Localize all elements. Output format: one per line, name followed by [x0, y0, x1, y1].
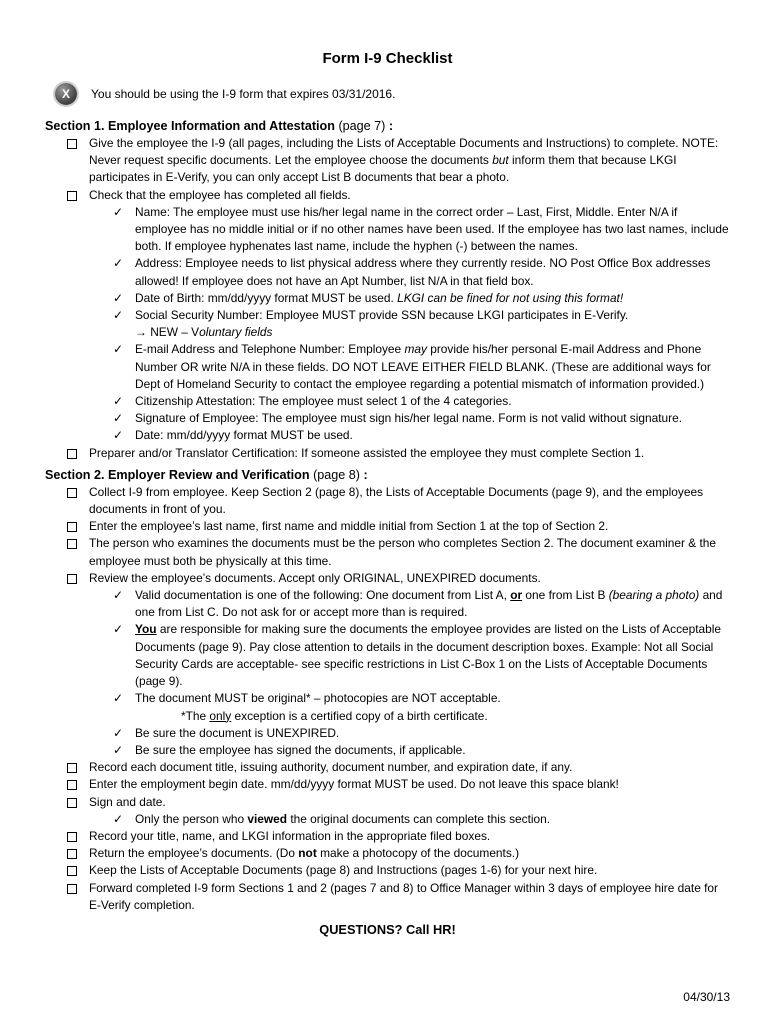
check-item: ✓ Be sure the document is UNEXPIRED.: [113, 725, 730, 742]
checkbox-icon: [67, 488, 77, 498]
list-item: Give the employee the I-9 (all pages, including the Lists of Acceptable Documents and Instructions) to complete. NOTE: Never request specific documents. Let the employee choose the documents but inform them that because LKGI participates in E-Verify, you can only accept List B documents that bear a photo.: [67, 135, 730, 187]
list-item: Record each document title, issuing authority, document number, and expiration date, if any.: [67, 759, 730, 776]
checkbox-icon: [67, 139, 77, 149]
checkbox-icon: [67, 522, 77, 532]
checkmark-icon: ✓: [113, 742, 124, 757]
section2-list-2: [45, 759, 730, 811]
check-item: ✓ Signature of Employee: The employee must sign his/her legal name. Form is not valid without signature.: [113, 410, 730, 427]
checkmark-icon: ✓: [113, 725, 124, 740]
section2-list-3: [45, 828, 730, 914]
section1-list-end: [45, 445, 730, 462]
checkmark-icon: ✓: [113, 204, 124, 219]
check-item: ✓ Valid documentation is one of the following: One document from List A, or one from List B (bearing a photo) and one from List C. Do not ask for or accept more than is required.: [113, 588, 723, 620]
section1-list: [45, 135, 730, 204]
notice-text: You should be using the I-9 form that expires 03/31/2016.: [91, 87, 396, 101]
section1-heading: Section 1. Employee Information and Attestation (page 7) :: [45, 119, 394, 133]
footer-date: 04/30/13: [683, 990, 730, 1004]
list-item: Keep the Lists of Acceptable Documents (page 8) and Instructions (pages 1-6) for your next hire.: [67, 862, 730, 879]
checkmark-icon: ✓: [113, 811, 124, 826]
list-item: Enter the employment begin date. mm/dd/yyyy format MUST be used. Do not leave this space blank!: [67, 776, 730, 793]
checkbox-icon: [67, 866, 77, 876]
checkbox-icon: [67, 832, 77, 842]
checkmark-icon: ✓: [113, 622, 124, 637]
list-item: The person who examines the documents must be the person who completes Section 2. The document examiner & the employee must both be physically at this time.: [67, 535, 730, 569]
check-item: ✓ Only the person who viewed the original documents can complete this section.: [113, 811, 730, 828]
list-item: Forward completed I-9 form Sections 1 and 2 (pages 7 and 8) to Office Manager within 3 days of employee hire date for E-Verify completion.: [67, 880, 730, 914]
page-title: Form I-9 Checklist: [322, 50, 453, 67]
checkbox-icon: [67, 449, 77, 459]
x-circle-icon: X: [55, 83, 77, 105]
check-item: ✓ Date: mm/dd/yyyy format MUST be used.: [113, 427, 730, 444]
checkmark-icon: ✓: [113, 256, 124, 271]
list-item: Sign and date.: [67, 794, 730, 811]
list-item: Review the employee’s documents. Accept only ORIGINAL, UNEXPIRED documents.: [67, 570, 730, 587]
section1-checks: [45, 204, 730, 445]
form-version-notice: [55, 83, 730, 105]
list-item: Return the employee’s documents. (Do not make a photocopy of the documents.): [67, 845, 730, 862]
section2-sign-checks: [45, 811, 730, 828]
check-item: ✓ The document MUST be original* – photocopies are NOT acceptable.: [113, 690, 730, 707]
checkmark-icon: ✓: [113, 290, 124, 305]
check-item: ✓ Name: The employee must use his/her legal name in the correct order – Last, First, Middle. Enter N/A if employee has no middle initial or if no other names have been used. If the employee has two last names, include both. If employee hyphenates last name, include the hyphen (-) between the names.: [113, 204, 729, 254]
checkmark-icon: ✓: [113, 308, 124, 323]
checkbox-icon: [67, 539, 77, 549]
checkmark-icon: ✓: [113, 394, 124, 409]
checkbox-icon: [67, 884, 77, 894]
section2-checks: [45, 587, 730, 759]
checkbox-icon: [67, 849, 77, 859]
checkbox-icon: [67, 780, 77, 790]
check-item: ✓ You are responsible for making sure the documents the employee provides are listed on the Lists of Acceptable Documents (page 9). Pay close attention to details in the document description boxes. Example: Not all Social Security Cards are acceptable- see specific restrictions in List C-Box 1 on the Lists of Acceptable Documents (page 9).: [113, 622, 722, 689]
section2-list: [45, 484, 730, 587]
checkmark-icon: ✓: [113, 342, 124, 357]
check-item: ✓ Social Security Number: Employee MUST provide SSN because LKGI participates in E-Verify. → NEW – Voluntary fields: [113, 308, 629, 340]
checkbox-icon: [67, 763, 77, 773]
checkbox-icon: [67, 798, 77, 808]
list-item: Record your title, name, and LKGI information in the appropriate filed boxes.: [67, 828, 730, 845]
checkmark-icon: ✓: [113, 428, 124, 443]
list-item: Collect I-9 from employee. Keep Section 2 (page 8), the Lists of Acceptable Documents (page 9), and the employees documents in front of you.: [67, 484, 730, 518]
list-item: Check that the employee has completed all fields.: [67, 187, 730, 204]
questions-callout: QUESTIONS? Call HR!: [319, 921, 456, 937]
check-item: ✓ E-mail Address and Telephone Number: Employee may provide his/her personal E-mail Address and Phone Number OR write N/A in these fields. DO NOT LEAVE EITHER FIELD BLANK. (These are additional ways for Dept of Homeland Security to contact the employee regarding a potential mismatch of information provided.): [113, 342, 711, 391]
checkmark-icon: ✓: [113, 691, 124, 706]
checkmark-icon: ✓: [113, 411, 124, 426]
checkmark-icon: ✓: [113, 588, 124, 603]
check-note: *The only exception is a certified copy of a birth certificate.: [181, 708, 488, 723]
list-item: Preparer and/or Translator Certification: If someone assisted the employee they must complete Section 1.: [67, 445, 730, 462]
checkbox-icon: [67, 191, 77, 201]
check-item: ✓ Address: Employee needs to list physical address where they currently reside. NO Post Office Box addresses allowed! If employee does not have an Apt Number, list N/A in that field box.: [113, 256, 711, 288]
check-item: ✓ Be sure the employee has signed the documents, if applicable.: [113, 742, 730, 759]
list-item: Enter the employee’s last name, first name and middle initial from Section 1 at the top of Section 2.: [67, 518, 730, 535]
check-item: ✓ Date of Birth: mm/dd/yyyy format MUST be used. LKGI can be fined for not using this format!: [113, 290, 730, 307]
checkbox-icon: [67, 574, 77, 584]
section2-heading: Section 2. Employer Review and Verification (page 8) :: [45, 467, 368, 482]
check-item: ✓ Citizenship Attestation: The employee must select 1 of the 4 categories.: [113, 393, 730, 410]
